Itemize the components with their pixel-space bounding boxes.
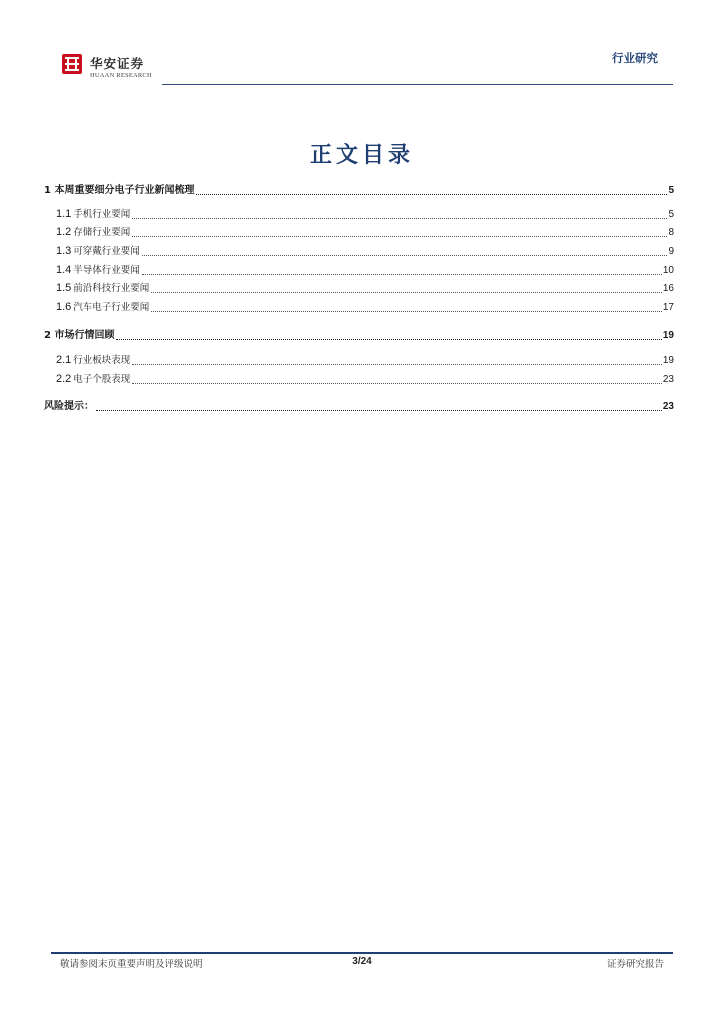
toc-entry-number: 1.5	[56, 282, 72, 294]
toc-dot-leader	[96, 410, 662, 411]
toc-entry-page: 5	[668, 209, 674, 220]
toc-entry-number: 1	[44, 185, 51, 196]
toc-entry-number: 1.1	[56, 208, 72, 220]
huaan-seal-icon	[62, 54, 82, 74]
toc-entry-label	[56, 372, 130, 387]
toc-entry-text: 可穿戴行业要闻	[73, 246, 140, 257]
header-divider	[162, 84, 673, 85]
toc-entry-page: 8	[668, 227, 674, 238]
toc-entry-page: 23	[662, 401, 674, 412]
toc-dot-leader	[196, 194, 667, 195]
toc-entry-text: 前沿科技行业要闻	[73, 283, 150, 294]
toc-entry-number: 1.2	[56, 226, 72, 238]
toc-entry-number: 2.2	[56, 373, 72, 385]
toc-entry-label	[44, 184, 194, 198]
toc-entry-number: 1.4	[56, 264, 72, 276]
toc-entry-text: 市场行情回顾	[54, 330, 115, 341]
toc-entry-page: 9	[668, 246, 674, 257]
toc-entry-label	[56, 244, 140, 259]
toc-entry-text: 存储行业要闻	[73, 227, 131, 238]
report-category-label: 行业研究	[612, 51, 658, 65]
toc-dot-leader	[132, 364, 662, 365]
logo-english-name: HUAAN RESEARCH	[90, 72, 152, 79]
toc-entry[interactable]	[44, 182, 674, 198]
toc-entry-text: 手机行业要闻	[73, 209, 131, 220]
toc-entry-label	[56, 281, 149, 296]
toc-entry[interactable]	[56, 280, 674, 296]
toc-entry-page: 17	[662, 302, 674, 313]
logo-chinese-name: 华安证券	[90, 56, 145, 71]
toc-entry-label	[56, 353, 130, 368]
toc-dot-leader	[151, 292, 662, 293]
toc-entry-page: 5	[668, 185, 674, 196]
toc-entry[interactable]	[56, 224, 674, 240]
toc-entry-page: 16	[662, 283, 674, 294]
toc-entry-label	[44, 400, 94, 414]
toc-dot-leader	[132, 383, 662, 384]
toc-title: 正文目录	[309, 142, 414, 168]
toc-entry-number: 1.6	[56, 301, 72, 313]
huaan-logo	[62, 54, 162, 82]
toc-dot-leader	[132, 236, 667, 237]
toc-entry-label	[44, 329, 114, 343]
toc-entry[interactable]	[44, 398, 674, 414]
toc-entry-text: 电子个股表现	[73, 374, 131, 385]
toc-dot-leader	[142, 255, 668, 256]
toc-entry[interactable]	[56, 352, 674, 368]
toc-entry[interactable]	[56, 371, 674, 387]
toc-entry[interactable]	[44, 327, 674, 343]
toc-entry-number: 1.3	[56, 245, 72, 257]
toc-entry-page: 19	[662, 355, 674, 366]
toc-dot-leader	[142, 274, 662, 275]
page-number: 3/24	[352, 956, 372, 967]
toc-entry-label	[56, 225, 130, 240]
toc-entry-text: 汽车电子行业要闻	[73, 302, 150, 313]
toc-dot-leader	[132, 218, 667, 219]
toc-dot-leader	[116, 339, 661, 340]
footer-disclaimer: 敬请参阅末页重要声明及评级说明	[60, 959, 203, 970]
toc-entry-page: 23	[662, 374, 674, 385]
toc-entry[interactable]	[56, 206, 674, 222]
toc-entry-number: 2	[44, 330, 51, 341]
toc-entry-text: 行业板块表现	[73, 355, 131, 366]
toc-entry-page: 19	[662, 330, 674, 341]
toc-dot-leader	[151, 311, 662, 312]
toc-entry-text: 风险提示：	[44, 401, 94, 412]
toc-entry[interactable]	[56, 243, 674, 259]
toc-entry-label	[56, 300, 149, 315]
footer-divider	[51, 952, 673, 954]
footer-report-type: 证券研究报告	[606, 959, 664, 970]
toc-entry-number: 2.1	[56, 354, 72, 366]
toc-entry[interactable]	[56, 262, 674, 278]
toc-entry-page: 10	[662, 265, 674, 276]
toc-entry-text: 本周重要细分电子行业新闻梳理	[54, 185, 195, 196]
toc-entry-label	[56, 207, 130, 222]
toc-entry[interactable]	[56, 299, 674, 315]
toc-entry-text: 半导体行业要闻	[73, 265, 140, 276]
toc-entry-label	[56, 263, 140, 278]
